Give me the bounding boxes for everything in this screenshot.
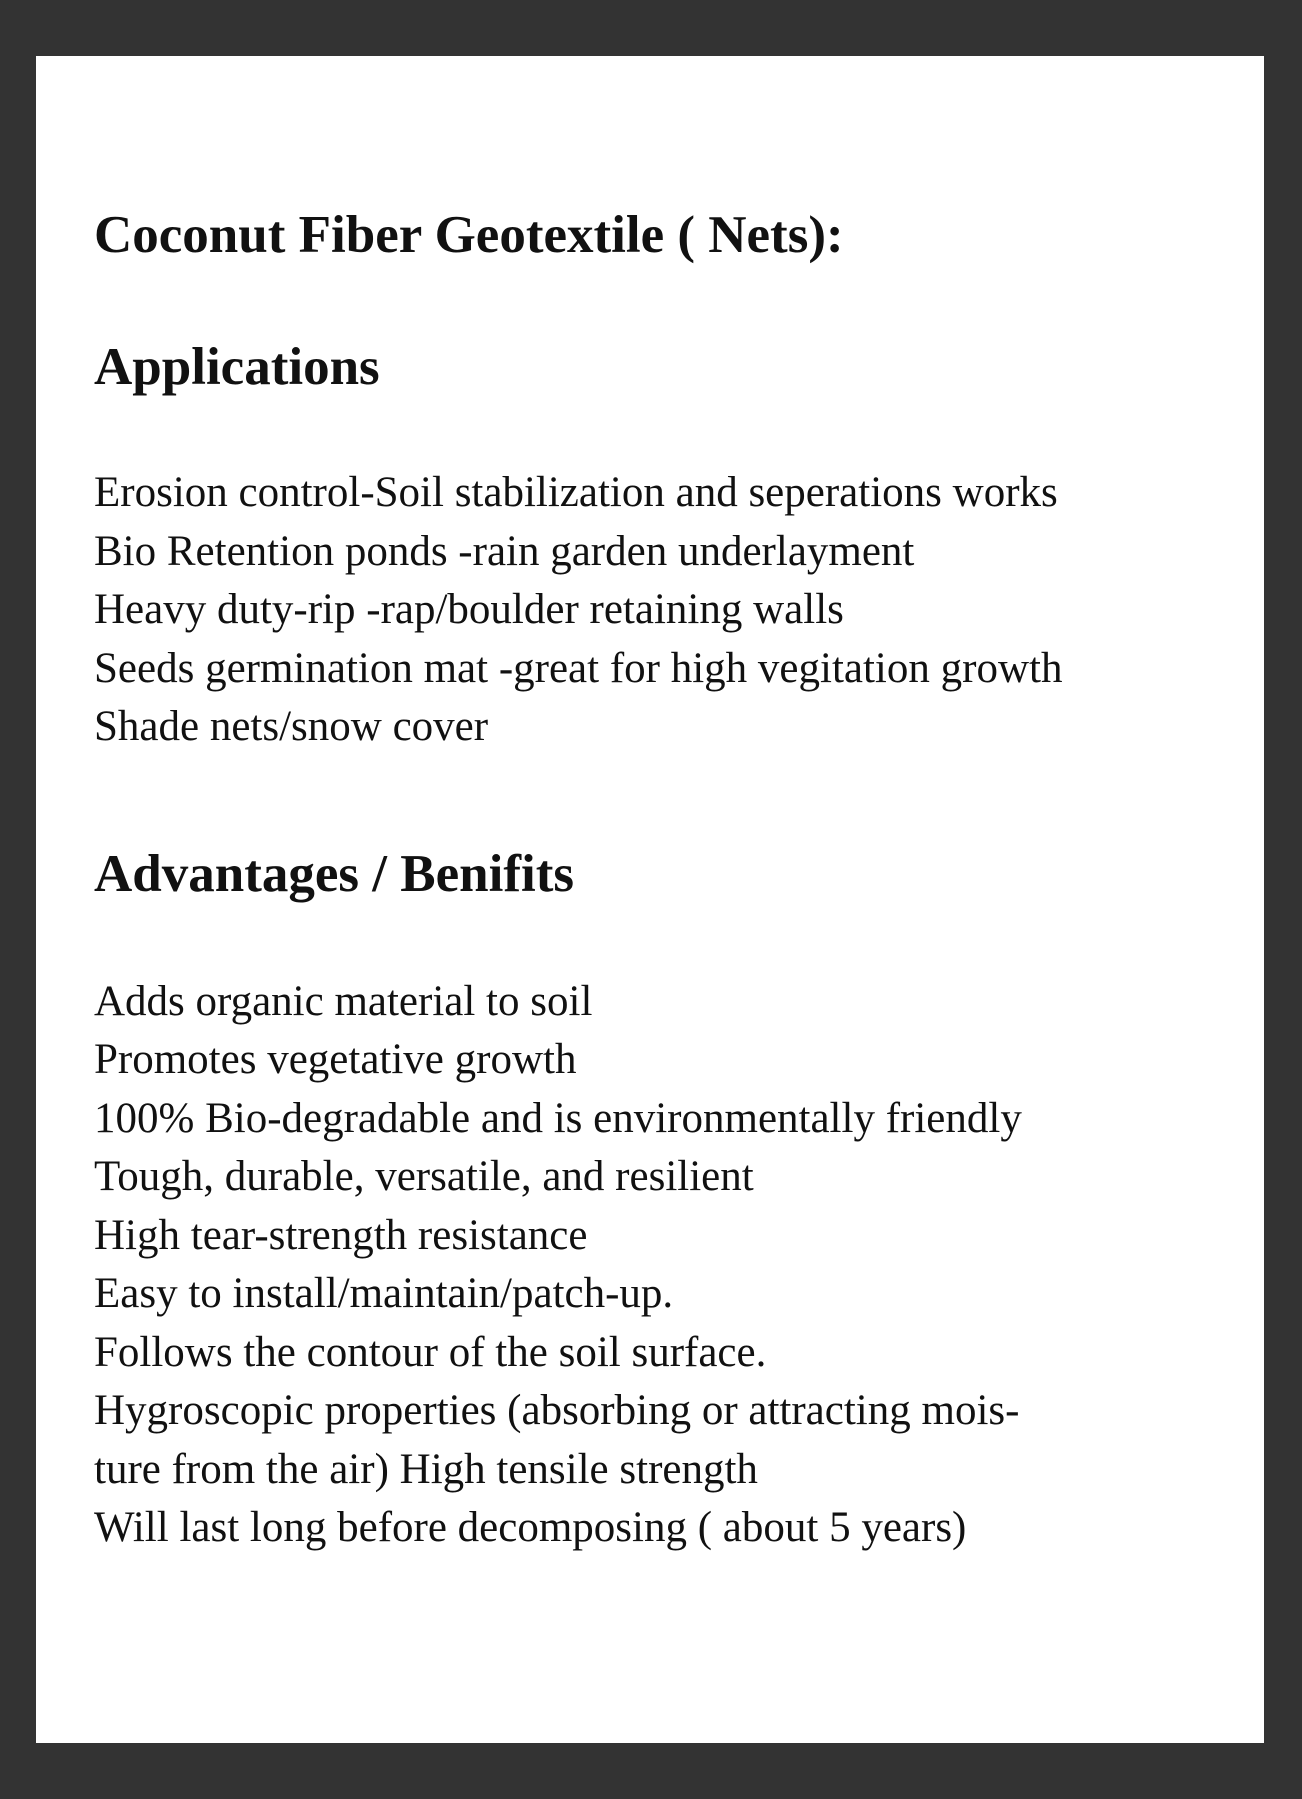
list-item: High tear-strength resistance: [94, 1211, 588, 1259]
advantages-heading: Advantages / Benifits: [94, 844, 574, 903]
applications-heading: Applications: [94, 338, 380, 396]
list-item: Adds organic material to soil: [94, 977, 593, 1025]
list-item: Will last long before decomposing ( about 5 years): [94, 1504, 967, 1551]
document-page: [36, 56, 1264, 1743]
list-item: Heavy duty-rip -rap/boulder retaining walls: [94, 586, 844, 633]
list-item: Seeds germination mat -great for high vegitation growth: [94, 644, 1063, 692]
advantages-list: [94, 973, 1214, 1558]
list-item: Shade nets/snow cover: [94, 703, 489, 750]
list-item: Tough, durable, versatile, and resilient: [94, 1153, 754, 1200]
list-item: Follows the contour of the soil surface.: [94, 1328, 767, 1376]
list-item: 100% Bio-degradable and is environmentally friendly: [94, 1094, 1022, 1142]
document-title: Coconut Fiber Geotextile ( Nets):: [94, 206, 844, 264]
list-item: Hygroscopic properties (absorbing or attracting mois-ture from the air) High tensile strength: [94, 1387, 1020, 1493]
list-item: Easy to install/maintain/patch-up.: [94, 1270, 674, 1317]
applications-list: [94, 464, 1214, 757]
list-item: Erosion control-Soil stabilization and seperations works: [94, 469, 1058, 516]
list-item: Promotes vegetative growth: [94, 1036, 577, 1083]
list-item: Bio Retention ponds -rain garden underlayment: [94, 527, 915, 575]
